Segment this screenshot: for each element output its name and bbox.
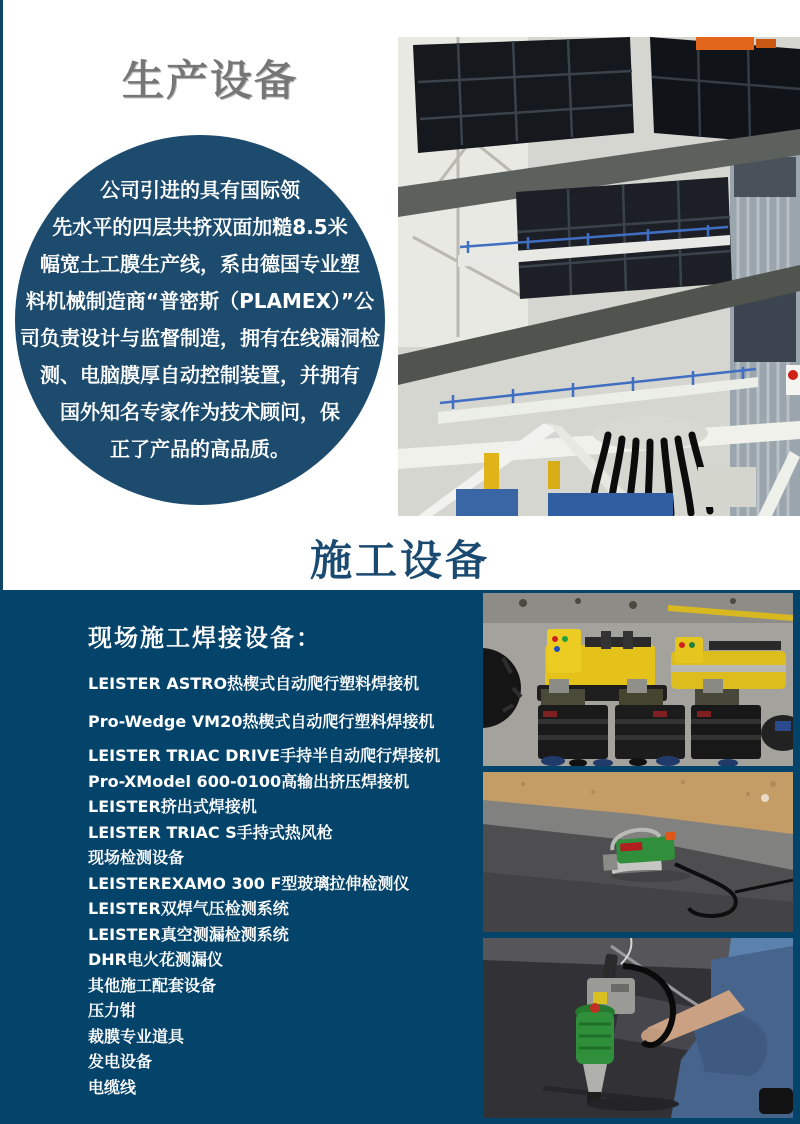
welding-equipment-heading: 现场施工焊接设备：: [88, 624, 322, 652]
welding-machines-photo-art: [483, 593, 793, 766]
extrusion-welder-photo: [483, 938, 793, 1118]
equipment-list-item: LEISTER TRIAC S手持式热风枪: [88, 822, 333, 842]
equipment-list-item: 发电设备: [88, 1052, 153, 1071]
equipment-list-item: LEISTER TRIAC DRIVE手持半自动爬行焊接机: [88, 746, 441, 765]
intro-line: 料机械制造商“普密斯（PLAMEX）”公: [25, 289, 375, 313]
equipment-list-item: LEISTER ASTRO热楔式自动爬行塑料焊接机: [88, 674, 420, 693]
intro-line: 先水平的四层共挤双面加糙8.5米: [52, 215, 348, 239]
equipment-list-item: 压力钳: [88, 1001, 137, 1020]
wedge-welder-photo-art: [483, 772, 793, 932]
equipment-list-item: LEISTER真空测漏检测系统: [88, 924, 289, 944]
intro-line: 正了产品的高品质。: [110, 437, 290, 461]
equipment-list-item: Pro-XModel 600-0100高输出挤压焊接机: [88, 771, 410, 791]
intro-line: 国外知名专家作为技术顾问，保: [60, 400, 340, 424]
intro-line: 幅宽土工膜生产线，系由德国专业塑: [40, 252, 360, 276]
equipment-list-item: Pro-Wedge VM20热楔式自动爬行塑料焊接机: [88, 711, 435, 731]
equipment-list-item: LEISTER双焊气压检测系统: [88, 899, 289, 918]
equipment-list-item: LEISTER挤出式焊接机: [88, 797, 257, 816]
equipment-list-item: 裁膜专业道具: [88, 1026, 185, 1046]
equipment-list-item: 电缆线: [88, 1077, 137, 1097]
equipment-list-item: DHR电火花测漏仪: [88, 950, 223, 969]
company-intro-circle: [15, 135, 385, 505]
intro-line: 司负责设计与监督制造，拥有在线漏洞检: [20, 326, 380, 350]
production-line-photo: [398, 37, 800, 516]
equipment-list-item: LEISTEREXAMO 300 F型玻璃拉伸检测仪: [88, 873, 410, 893]
intro-line: 公司引进的具有国际领: [100, 178, 300, 202]
production-line-photo-art: [398, 37, 800, 516]
equipment-list: [88, 671, 478, 1100]
wedge-welder-photo: [483, 772, 793, 932]
equipment-text-column: [88, 618, 478, 1100]
intro-line: 测、电脑膜厚自动控制装置，并拥有: [40, 363, 360, 387]
extrusion-welder-photo-art: [483, 938, 793, 1118]
equipment-list-item: 现场检测设备: [88, 848, 185, 867]
welding-machines-photo: [483, 593, 793, 766]
equipment-list-item: 其他施工配套设备: [88, 975, 217, 995]
production-equipment-title: 生产设备: [122, 56, 299, 105]
construction-equipment-title: 施工设备: [309, 536, 490, 585]
